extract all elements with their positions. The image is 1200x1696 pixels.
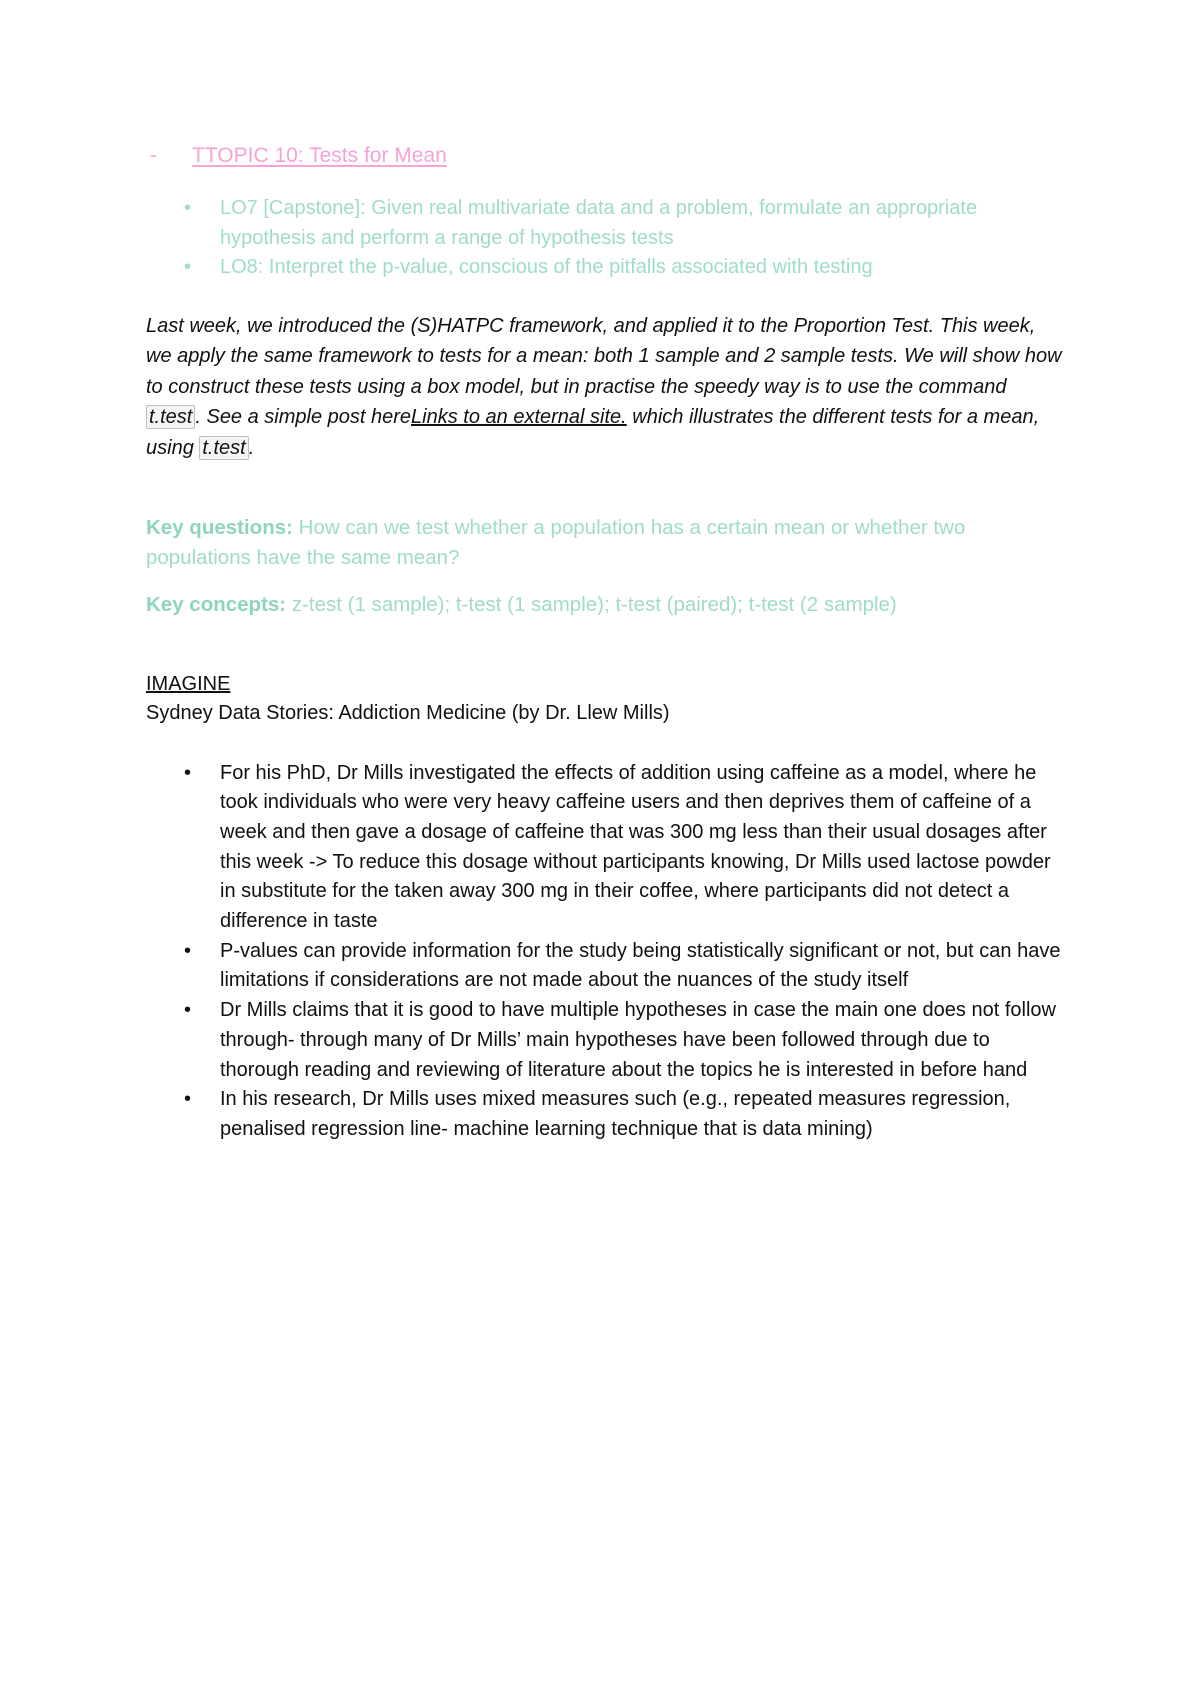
story-point-item [146, 1085, 1066, 1144]
story-point-text: For his PhD, Dr Mills investigated the effects of addition using caffeine as a model, where he took individuals who were very heavy caffeine users and then deprives them of caffeine of a week and then gave a dosage of caffeine that was 300 mg less than their usual dosages after this week -> To reduce this dosage without participants knowing, Dr Mills used lactose powder in substitute for the taken away 300 mg in their coffee, where participants did not detect a difference in taste [220, 761, 1051, 933]
inline-code: t.test [146, 405, 195, 429]
inline-code: t.test [199, 436, 248, 460]
intro-text: . See a simple post here [195, 406, 412, 428]
topic-title: TTOPIC 10: Tests for Mean [192, 144, 447, 167]
bullet-icon: • [184, 197, 192, 219]
learning-outcome-item [146, 194, 1066, 253]
topic-heading [146, 140, 1066, 172]
learning-outcome-item [146, 253, 1066, 283]
intro-text: which illustrates the different tests for a mean, using [146, 406, 1040, 459]
story-subtitle: Sydney Data Stories: Addiction Medicine (by Dr. Llew Mills) [146, 702, 670, 724]
story-point-item [146, 996, 1066, 1085]
learning-outcome-text: LO7 [Capstone]: Given real multivariate data and a problem, formulate an appropriate hypothesis and perform a range of hypothesis tests [220, 197, 978, 249]
intro-text: Last week, we introduced the (S)HATPC framework, and applied it to the Proportion Test. This week, we apply the same framework to tests for a mean: both 1 sample and 2 sample tests. We will show how to construct these tests using a box model, but in practise the speedy way is to use the command [146, 314, 1062, 398]
intro-text: . [248, 436, 255, 459]
story-point-text: Dr Mills claims that it is good to have multiple hypotheses in case the main one does not follow through- through many of Dr Mills’ main hypotheses have been followed through due to thorough reading and reviewing of literature about the topics he is interested in before hand [220, 999, 1056, 1081]
intro-paragraph [146, 311, 1066, 464]
story-point-text: P-values can provide information for the study being statistically significant or not, but can have limitations if considerations are not made about the nuances of the study itself [220, 939, 1061, 992]
imagine-heading: IMAGINE [146, 672, 231, 695]
story-point-text: In his research, Dr Mills uses mixed measures such (e.g., repeated measures regression, penalised regression line- machine learning technique that is data mining) [220, 1088, 1011, 1140]
key-concepts-label: Key concepts: [146, 593, 287, 616]
key-concepts [146, 590, 1066, 620]
story-points-list [146, 759, 1066, 1145]
key-questions-text: How can we test whether a population has a certain mean or whether two populations have the same mean? [146, 516, 966, 569]
bullet-icon: • [184, 999, 192, 1022]
bullet-icon: • [184, 256, 192, 278]
key-questions-label: Key questions: [146, 516, 293, 539]
bullet-icon: • [184, 1088, 192, 1111]
external-link[interactable]: Links to an external site. [411, 406, 627, 428]
key-questions [146, 513, 1066, 572]
learning-outcomes-list [146, 194, 1066, 283]
key-concepts-text: z-test (1 sample); t-test (1 sample); t-test (paired); t-test (2 sample) [286, 593, 897, 616]
story-point-item [146, 937, 1066, 996]
topic-dash: - [150, 144, 157, 167]
document-content [146, 140, 1066, 1145]
story-point-item [146, 759, 1066, 937]
learning-outcome-text: LO8: Interpret the p-value, conscious of the pitfalls associated with testing [220, 256, 873, 278]
bullet-icon: • [184, 939, 192, 962]
bullet-icon: • [184, 761, 192, 784]
